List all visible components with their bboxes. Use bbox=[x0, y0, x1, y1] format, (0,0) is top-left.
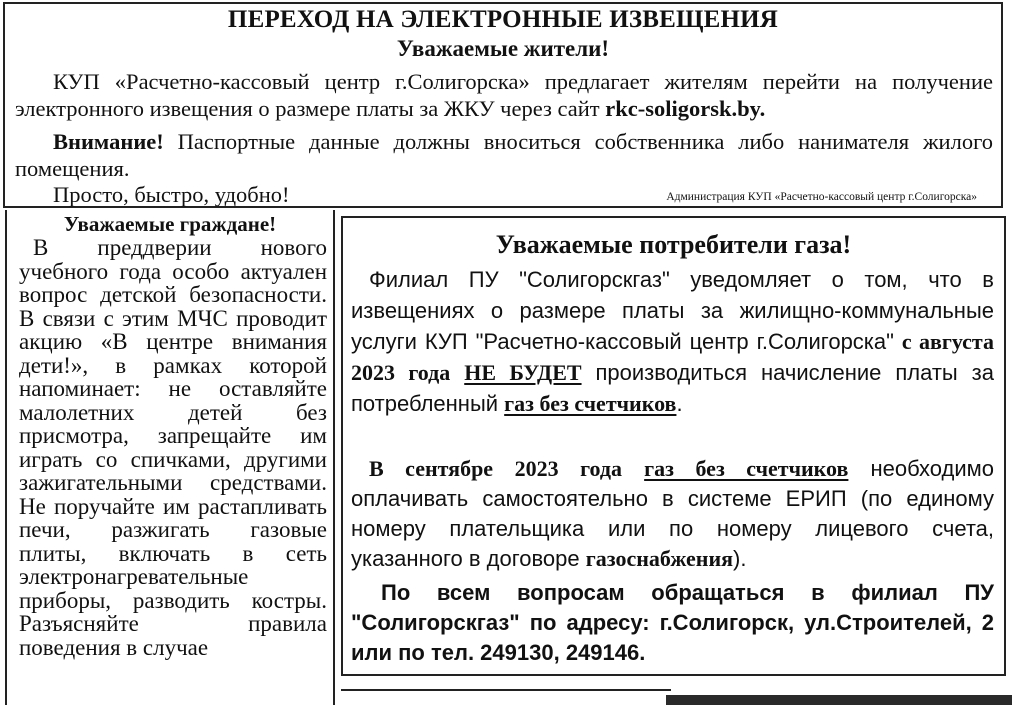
announcement-title: ПЕРЕХОД НА ЭЛЕКТРОННЫЕ ИЗВЕЩЕНИЯ bbox=[227, 6, 779, 33]
slogan: Просто, быстро, удобно! bbox=[53, 182, 290, 207]
attention-text: Паспортные данные должны вноситься собственника либо нанимателя жилого помещения. bbox=[15, 129, 993, 181]
gas-space bbox=[622, 456, 644, 481]
gas-notice bbox=[341, 216, 1006, 676]
gas-text: Филиал ПУ "Солигорскгаз" уведомляет о том, что в извещениях о размере платы за жилищно-коммунальные услуги КУП "Расчетно-кассовый центр г.Солигорска" bbox=[351, 267, 994, 354]
announcement-electronic-notices bbox=[3, 2, 1003, 208]
gas-notice-paragraph-2 bbox=[351, 454, 994, 574]
dark-strip bbox=[666, 695, 1012, 705]
announcement-greeting: Уважаемые жители! bbox=[396, 36, 610, 61]
gas-supply: газоснабжения bbox=[585, 546, 734, 571]
gas-text: . bbox=[676, 391, 683, 416]
gas-without-meters: газ без счетчиков bbox=[644, 456, 849, 481]
gas-notice-paragraph-1 bbox=[351, 264, 994, 419]
gas-not-will: НЕ БУДЕТ bbox=[464, 360, 582, 385]
website-link[interactable]: rkc-soligorsk.by. bbox=[605, 96, 766, 121]
divider bbox=[341, 689, 671, 691]
gas-text: производиться начисление платы за потребленный bbox=[351, 360, 994, 416]
paragraph-text: КУП «Расчетно-кассовый центр г.Солигорска» предлагает жителям перейти на получение электронного извещения о размере платы за ЖКУ через сайт bbox=[15, 69, 993, 121]
child-safety-body: В преддверии нового учебного года особо актуален вопрос детской безопасности. В связи с этим МЧС проводит акцию «В центре внимания дети!», в рамках которой напоминает: не оставляйте малолетних детей без присмотра, запрещайте им играть со спичками, другими зажигательными средствами. Не поручайте им растапливать печи, разжигать газовые плиты, включать в сеть электронагревательные приборы, разводить костры. Разъясняйте правила поведения в случае bbox=[19, 235, 327, 660]
gas-september: В сентябре 2023 года bbox=[369, 456, 623, 481]
gas-date: с августа 2023 года bbox=[351, 329, 994, 385]
gas-text: необходимо оплачивать самостоятельно в системе ЕРИП (по единому номеру плательщика или по номеру лицевого счета, указанного в договоре bbox=[351, 456, 994, 571]
gas-space bbox=[450, 360, 464, 385]
gas-text: ). bbox=[733, 546, 747, 571]
attention-paragraph bbox=[15, 128, 993, 182]
gas-contact-text: По всем вопросам обращаться в филиал ПУ "Солигорскгаз" по адресу: г.Солигорск, ул.Строителей, 2 или по тел. 249130, 249146. bbox=[351, 580, 994, 665]
child-safety-column bbox=[5, 210, 335, 705]
gas-without-meters: газ без счетчиков bbox=[504, 391, 677, 416]
signature: Администрация КУП «Расчетно-кассовый центр г.Солигорска» bbox=[666, 191, 977, 203]
announcement-paragraph bbox=[15, 68, 993, 122]
gas-contact-paragraph bbox=[351, 578, 994, 668]
gas-notice-title: Уважаемые потребители газа! bbox=[495, 230, 852, 259]
child-safety-text bbox=[19, 236, 327, 659]
attention-label: Внимание! bbox=[53, 129, 164, 154]
child-safety-title: Уважаемые граждане! bbox=[63, 212, 277, 236]
